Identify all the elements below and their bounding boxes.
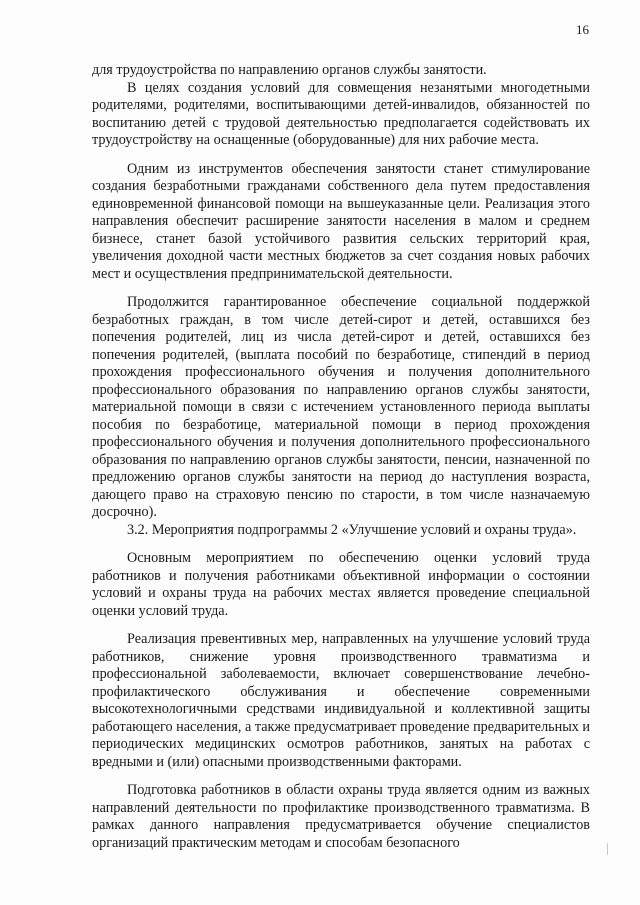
paragraph-preventive-measures: Реализация превентивных мер, направленных на улучшение условий труда работников, снижение уровня производственного травматизма и профессиональной заболеваемости, включает совершенствование лечебно-профилактического обслуживания и обеспечение современными высокотехнологичными средствами индивидуальной и коллективной защиты работающего населения, а также предусматривает проведение предварительных и периодических медицинских осмотров работников, занятых на работах с вредными и (или) опасными производственными факторами. xyxy=(92,631,590,770)
paragraph-self-employment: Одним из инструментов обеспечения занятости станет стимулирование создания безработными гражданами собственного дела путем предоставления единовременной финансовой помощи на вышеуказанные цели. Реализация этого направления обеспечит расширение занятости населения в малом и среднем бизнесе, станет базой устойчивого развития сельских территорий края, увеличения доходной части местных бюджетов за счет создания новых рабочих мест и осуществления предпринимательской деятельности. xyxy=(92,160,590,282)
scan-edge-mark xyxy=(607,843,608,855)
paragraph-social-support: Продолжится гарантированное обеспечение социальной поддержкой безработных граждан, в том числе детей-сирот и детей, оставшихся без попечения родителей, лиц из числа детей-сирот и детей, оставшихся без попечения родителей, (выплата пособий по безработице, стипендий в период прохождения профессионального обучения и получения дополнительного профессионального образования по направлению органов службы занятости, материальной помощи в связи с истечением установленного периода выплаты пособия по безработице, материальной помощи в период прохождения профессионального обучения и получения дополнительного профессионального образования по направлению органов службы занятости, пенсии, назначенной по предложению органов службы занятости на период до наступления возраста, дающего право на страховую пенсию по старости, в том числе назначаемую досрочно). xyxy=(92,294,590,520)
paragraph-safety-training: Подготовка работников в области охраны труда является одним из важных направлений деятельности по профилактике производственного травматизма. В рамках данного направления предусматривается обучение специалистов организаций практическим методам и способам безопасного xyxy=(92,782,590,851)
section-heading-3-2: 3.2. Мероприятия подпрограммы 2 «Улучшение условий и охраны труда». xyxy=(127,521,577,538)
paragraph-continuation: для трудоустройства по направлению органов службы занятости. xyxy=(92,62,487,78)
paragraph-labor-assessment: Основным мероприятием по обеспечению оценки условий труда работников и получения работниками объективной информации о состоянии условий и охраны труда на рабочих местах является проведение специальной оценки условий труда. xyxy=(92,550,590,619)
page-number: 16 xyxy=(576,22,589,37)
paragraph-parents-employment: В целях создания условий для совмещения незанятыми многодетными родителями, родителями, воспитывающими детей-инвалидов, обязанностей по воспитанию детей с трудовой деятельностью предполагается содействовать их трудоустройству на оснащенные (оборудованные) для них рабочие места. xyxy=(92,79,590,148)
document-body xyxy=(92,62,590,852)
